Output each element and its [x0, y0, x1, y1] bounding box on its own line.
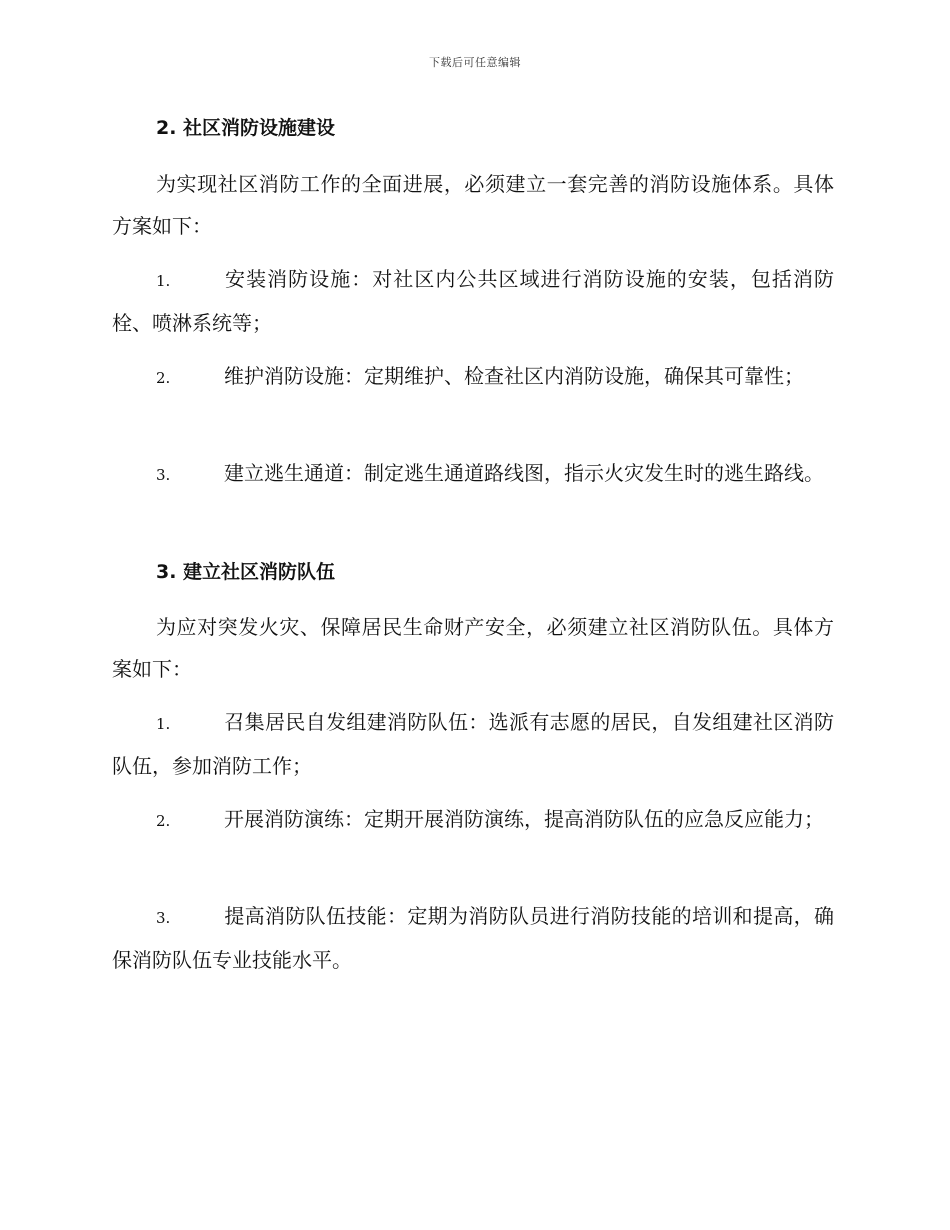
- list-number: 2.: [156, 369, 171, 387]
- page-header: 下载后可任意编辑: [429, 56, 521, 69]
- list-item: [112, 798, 834, 842]
- list-item: [112, 355, 834, 399]
- list-number: 1.: [156, 272, 171, 290]
- list-number: 2.: [156, 812, 171, 830]
- section-heading: 3. 建立社区消防队伍: [156, 561, 336, 583]
- list-number: 1.: [156, 715, 171, 733]
- list-item-text: 开展消防演练：定期开展消防演练，提高消防队伍的应急反应能力；: [224, 807, 824, 831]
- list-number: 3.: [156, 909, 171, 927]
- list-item-text: 提高消防队伍技能：定期为消防队员进行消防技能的培训和提高，确保消防队伍专业技能水平。: [112, 904, 834, 972]
- list-item: [112, 258, 834, 344]
- list-item: [112, 452, 834, 496]
- list-number: 3.: [156, 466, 171, 484]
- section-intro: 为实现社区消防工作的全面进展，必须建立一套完善的消防设施体系。具体方案如下：: [112, 172, 834, 238]
- list-item-text: 召集居民自发组建消防队伍：选派有志愿的居民，自发组建社区消防队伍，参加消防工作；: [112, 710, 834, 778]
- section-intro: 为应对突发火灾、保障居民生命财产安全，必须建立社区消防队伍。具体方案如下：: [112, 615, 834, 681]
- list-item: [112, 895, 834, 981]
- list-item-text: 建立逃生通道：制定逃生通道路线图，指示火灾发生时的逃生路线。: [224, 461, 824, 485]
- list-item-text: 维护消防设施：定期维护、检查社区内消防设施，确保其可靠性；: [224, 364, 804, 388]
- section-heading: 2. 社区消防设施建设: [156, 117, 336, 139]
- list-item-text: 安装消防设施：对社区内公共区域进行消防设施的安装，包括消防栓、喷淋系统等；: [112, 267, 834, 335]
- list-item: [112, 701, 834, 787]
